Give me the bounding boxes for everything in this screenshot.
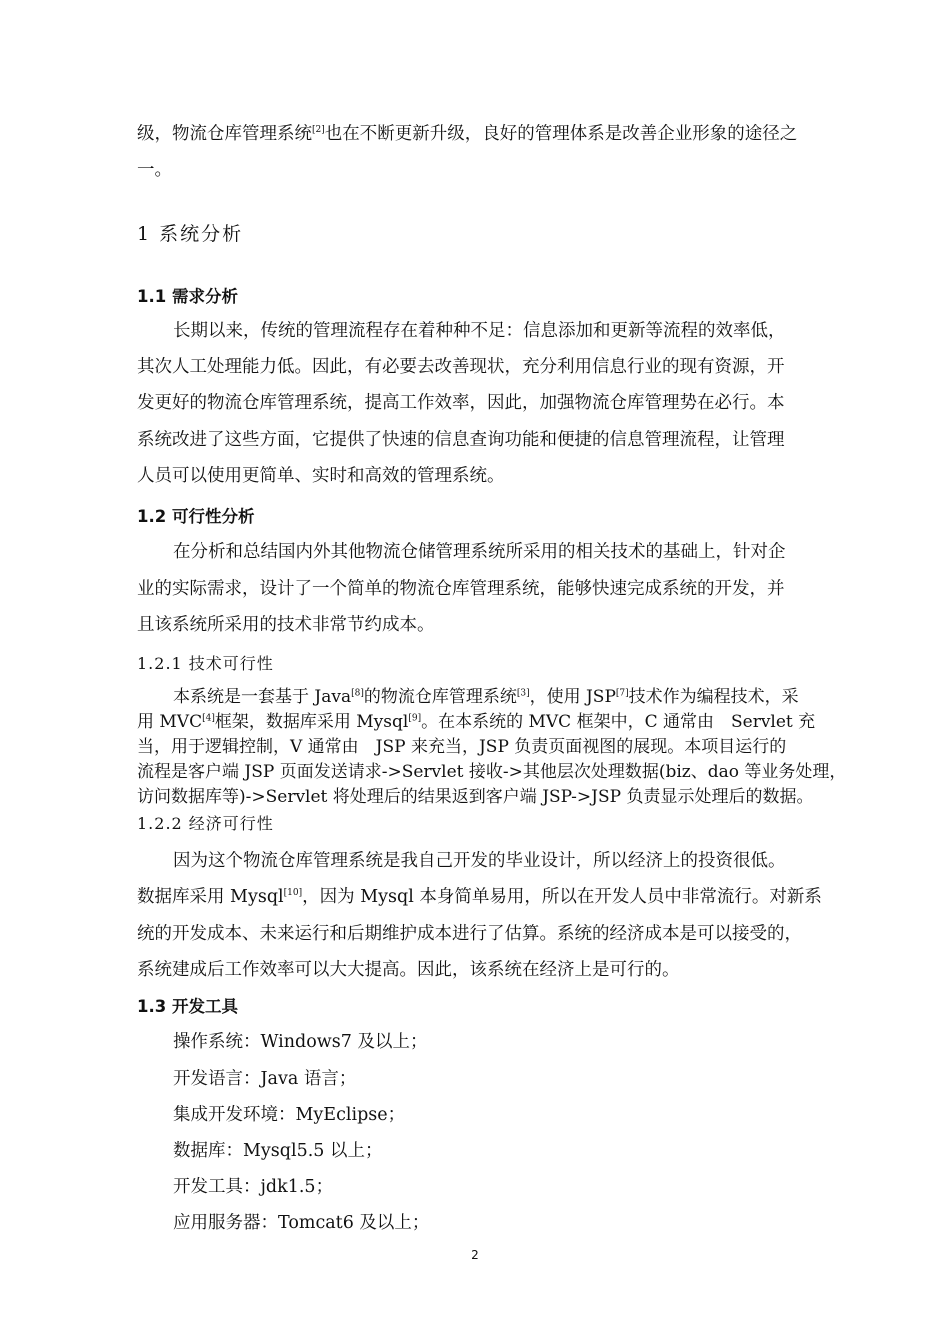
heading-1-1: 1.1 需求分析: [137, 287, 238, 306]
heading-1-2-1: 1.2.1 技术可行性: [137, 654, 274, 673]
heading-1-2: 1.2 可行性分析: [137, 507, 255, 526]
paragraph-line: 在分析和总结国内外其他物流仓储管理系统所采用的相关技术的基础上，针对企: [173, 542, 786, 562]
text: ，因为 Mysql 本身简单易用，所以在开发人员中非常流行。对新系: [302, 887, 822, 907]
paragraph-line: 当，用于逻辑控制，V 通常由 JSP 来充当，JSP 负责页面视图的展现。本项目运行的: [137, 737, 787, 757]
citation-ref: [7]: [615, 688, 629, 699]
paragraph-line: [137, 710, 815, 734]
citation-ref: [8]: [351, 688, 364, 699]
section-title: 1 系统分析: [137, 223, 244, 245]
paragraph-line: [137, 885, 822, 909]
paragraph-line: 统的开发成本、未来运行和后期维护成本进行了估算。系统的经济成本是可以接受的，: [137, 924, 802, 944]
text: 本系统是一套基于 Java: [173, 687, 352, 707]
paragraph-line: 因为这个物流仓库管理系统是我自己开发的毕业设计，所以经济上的投资很低。: [173, 851, 786, 871]
citation-ref: [4]: [202, 713, 215, 724]
list-item: 数据库：Mysql5.5 以上；: [173, 1141, 383, 1161]
paragraph-line: 且该系统所采用的技术非常节约成本。: [137, 615, 435, 635]
paragraph-line: 其次人工处理能力低。因此，有必要去改善现状，充分利用信息行业的现有资源，开: [137, 357, 785, 377]
text: 技术作为编程技术，采: [628, 687, 799, 707]
paragraph-line: 发更好的物流仓库管理系统，提高工作效率，因此，加强物流仓库管理势在必行。本: [137, 393, 785, 413]
heading-1-2-2: 1.2.2 经济可行性: [137, 814, 274, 833]
text: 。在本系统的 MVC 框架中，C 通常由 Servlet 充: [421, 712, 816, 732]
text: 用 MVC: [137, 712, 203, 732]
paragraph-line: 业的实际需求，设计了一个简单的物流仓库管理系统，能够快速完成系统的开发，并: [137, 579, 785, 599]
list-item: 操作系统：Windows7 及以上；: [173, 1032, 428, 1052]
citation-ref: [2]: [312, 125, 325, 136]
paragraph-line: [173, 685, 799, 709]
text: ，使用 JSP: [529, 687, 616, 707]
citation-ref: [10]: [283, 888, 303, 899]
text: 的物流仓库管理系统: [363, 687, 517, 707]
paragraph-line: 访问数据库等)->Servlet 将处理后的结果返到客户端 JSP->JSP 负责显示处理后的数据。: [137, 787, 814, 807]
list-item: 开发工具：jdk1.5；: [173, 1177, 334, 1197]
paragraph-line: 人员可以使用更简单、实时和高效的管理系统。: [137, 466, 505, 486]
text: 框架，数据库采用 Mysql: [214, 712, 409, 732]
list-item: 开发语言：Java 语言；: [173, 1069, 357, 1089]
intro-line-2: 一。: [137, 160, 172, 180]
intro-text: 级，物流仓库管理系统: [137, 124, 312, 144]
intro-line-1: [137, 122, 797, 146]
paragraph-line: 系统改进了这些方面，它提供了快速的信息查询功能和便捷的信息管理流程，让管理: [137, 430, 785, 450]
text: 数据库采用 Mysql: [137, 887, 284, 907]
intro-text: 也在不断更新升级，良好的管理体系是改善企业形象的途径之: [324, 124, 798, 144]
list-item: 集成开发环境：MyEclipse；: [173, 1105, 406, 1125]
citation-ref: [3]: [516, 688, 530, 699]
paragraph-line: 系统建成后工作效率可以大大提高。因此，该系统在经济上是可行的。: [137, 960, 680, 980]
heading-1-3: 1.3 开发工具: [137, 997, 238, 1016]
paragraph-line: 流程是客户端 JSP 页面发送请求->Servlet 接收->其他层次处理数据(biz、dao 等业务处理，: [137, 762, 847, 782]
list-item: 应用服务器：Tomcat6 及以上；: [173, 1213, 430, 1233]
citation-ref: [9]: [408, 713, 422, 724]
paragraph-line: 长期以来，传统的管理流程存在着种种不足：信息添加和更新等流程的效率低，: [173, 321, 786, 341]
page-number: 2: [471, 1248, 479, 1262]
